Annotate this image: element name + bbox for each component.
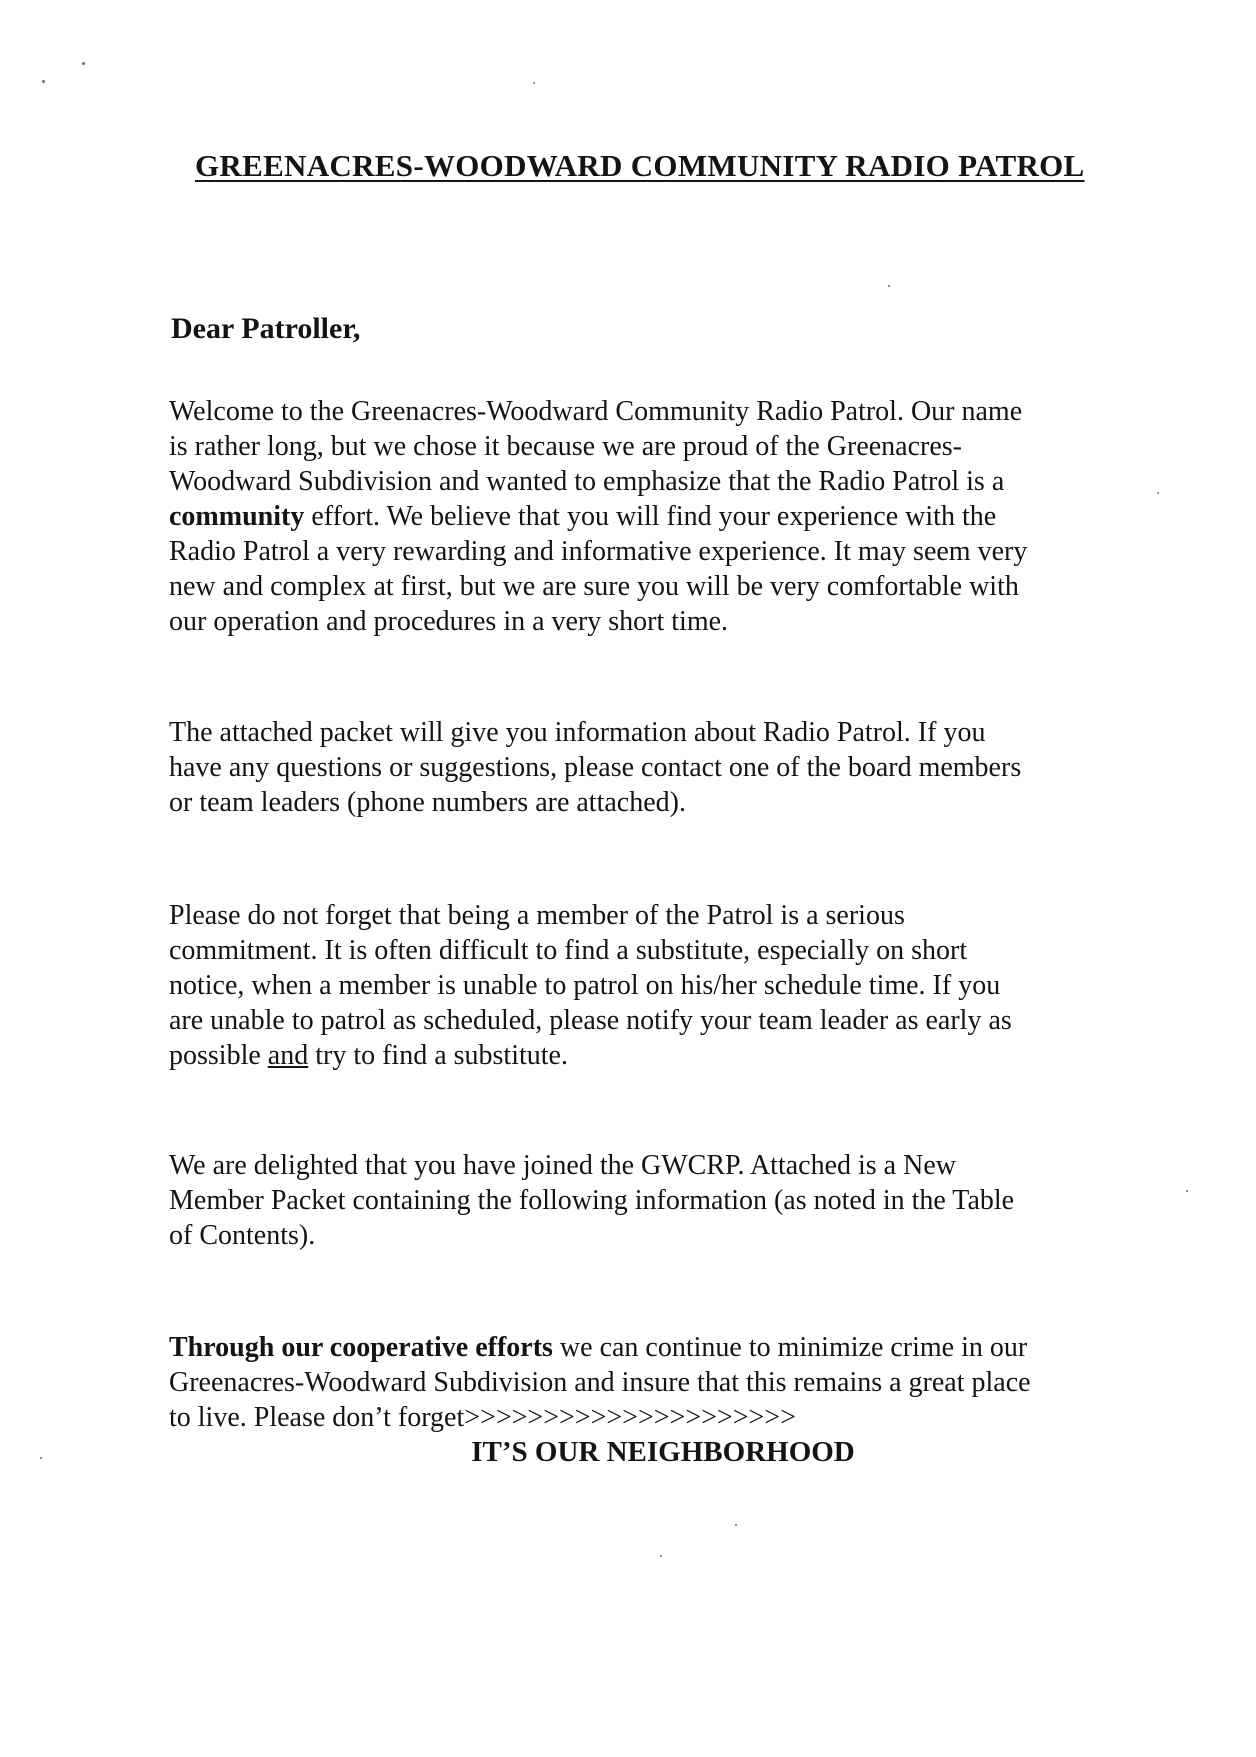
- text-line: effort. We believe that you will find your experience with the: [304, 501, 997, 532]
- text-line: of Contents).: [169, 1220, 316, 1251]
- text-line: Member Packet containing the following information (as noted in the Table: [169, 1185, 1015, 1216]
- scan-speck: [660, 1555, 662, 1557]
- scan-speck: [42, 80, 45, 83]
- emphasis-cooperative: Through our cooperative efforts: [169, 1332, 553, 1363]
- text-line: have any questions or suggestions, please contact one of the board members: [169, 752, 1022, 783]
- emphasis-community: community: [169, 501, 305, 532]
- text-line: are unable to patrol as scheduled, please notify your team leader as early as: [169, 1005, 1012, 1036]
- scan-speck: [82, 62, 85, 65]
- welcome-paragraph: [169, 394, 1169, 639]
- text-line: is rather long, but we chose it because we are proud of the Greenacres-: [169, 431, 962, 462]
- text-line: Greenacres-Woodward Subdivision and insure that this remains a great place: [169, 1367, 1031, 1398]
- commitment-paragraph: [169, 898, 1169, 1073]
- text-line: to live. Please don’t forget>>>>>>>>>>>>>>>>>>>>>: [169, 1402, 796, 1433]
- cooperation-paragraph: [169, 1330, 1169, 1435]
- scan-speck: [1157, 492, 1159, 494]
- text-line: commitment. It is often difficult to find a substitute, especially on short: [169, 935, 968, 966]
- scan-speck: [888, 285, 890, 287]
- text-line: Please do not forget that being a member of the Patrol is a serious: [169, 900, 905, 931]
- text-line: The attached packet will give you information about Radio Patrol. If you: [169, 717, 986, 748]
- packet-paragraph: [169, 715, 1169, 820]
- letter-heading: GREENACRES-WOODWARD COMMUNITY RADIO PATROL: [195, 148, 1085, 183]
- text-line: We are delighted that you have joined the GWCRP. Attached is a New: [169, 1150, 956, 1181]
- scan-speck: [533, 82, 535, 84]
- welcome-gwcrp-paragraph: [169, 1148, 1169, 1253]
- text-line: our operation and procedures in a very short time.: [169, 606, 729, 637]
- closing-motto: IT’S OUR NEIGHBORHOOD: [471, 1436, 855, 1468]
- text-line: Welcome to the Greenacres-Woodward Community Radio Patrol. Our name: [169, 396, 1023, 427]
- text-line: we can continue to minimize crime in our: [552, 1332, 1028, 1363]
- text-line: notice, when a member is unable to patrol on his/her schedule time. If you: [169, 970, 1001, 1001]
- text-line: Radio Patrol a very rewarding and informative experience. It may seem very: [169, 536, 1028, 567]
- text-line: try to find a substitute.: [308, 1040, 568, 1071]
- underlined-and: and: [267, 1040, 309, 1071]
- scan-speck: [1186, 1190, 1188, 1192]
- text-line: Woodward Subdivision and wanted to emphasize that the Radio Patrol is a: [169, 466, 1005, 497]
- text-line: new and complex at first, but we are sure you will be very comfortable with: [169, 571, 1019, 602]
- salutation: Dear Patroller,: [171, 312, 361, 345]
- text-line: or team leaders (phone numbers are attached).: [169, 787, 686, 818]
- text-line: possible: [169, 1040, 268, 1071]
- scan-speck: [40, 1457, 42, 1459]
- scan-speck: [735, 1524, 737, 1526]
